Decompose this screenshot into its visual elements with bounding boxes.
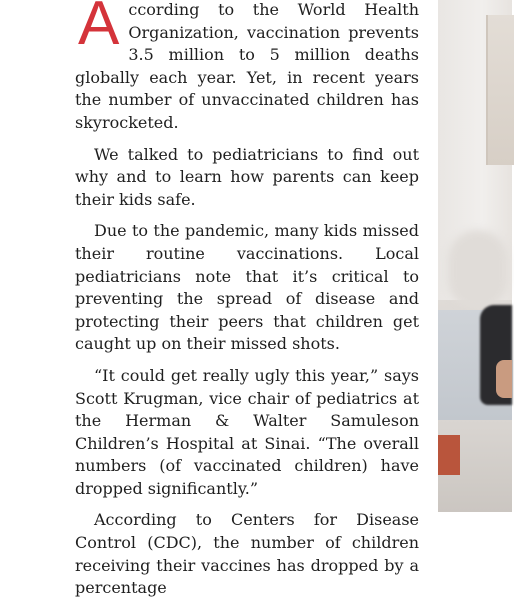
article-paragraph — [75, 0, 419, 135]
article-paragraph: We talked to pediatricians to find out why and to learn how parents can keep their kids safe. — [75, 144, 419, 209]
photo-blur — [448, 230, 508, 310]
article-paragraph: According to Centers for Disease Control (CDC), the number of children receiving their vaccines has dropped by a percentage — [75, 510, 419, 598]
article-photo — [438, 0, 512, 512]
article-column — [75, 0, 419, 609]
photo-hand — [496, 360, 512, 398]
photo-frame — [486, 15, 514, 165]
article-paragraph: Due to the pandemic, many kids missed their routine vaccinations. Local pediatricians note that it’s critical to preventing the spread of disease and protecting their peers that children get caught up on their missed shots. — [75, 221, 419, 354]
drop-cap: A — [78, 0, 120, 58]
article-paragraph: “It could get really ugly this year,” says Scott Krugman, vice chair of pediatrics at the Herman & Walter Samuleson Children’s Hospital at Sinai. “The overall numbers (of vaccinated children) have dropped significantly.” — [75, 365, 419, 498]
photo-box — [438, 435, 460, 475]
paragraph-text: ccording to the World Health Organization, vaccination prevents 3.5 million to 5 million deaths globally each year. Yet, in recent years the number of unvaccinated children has skyrocketed. — [75, 0, 419, 132]
